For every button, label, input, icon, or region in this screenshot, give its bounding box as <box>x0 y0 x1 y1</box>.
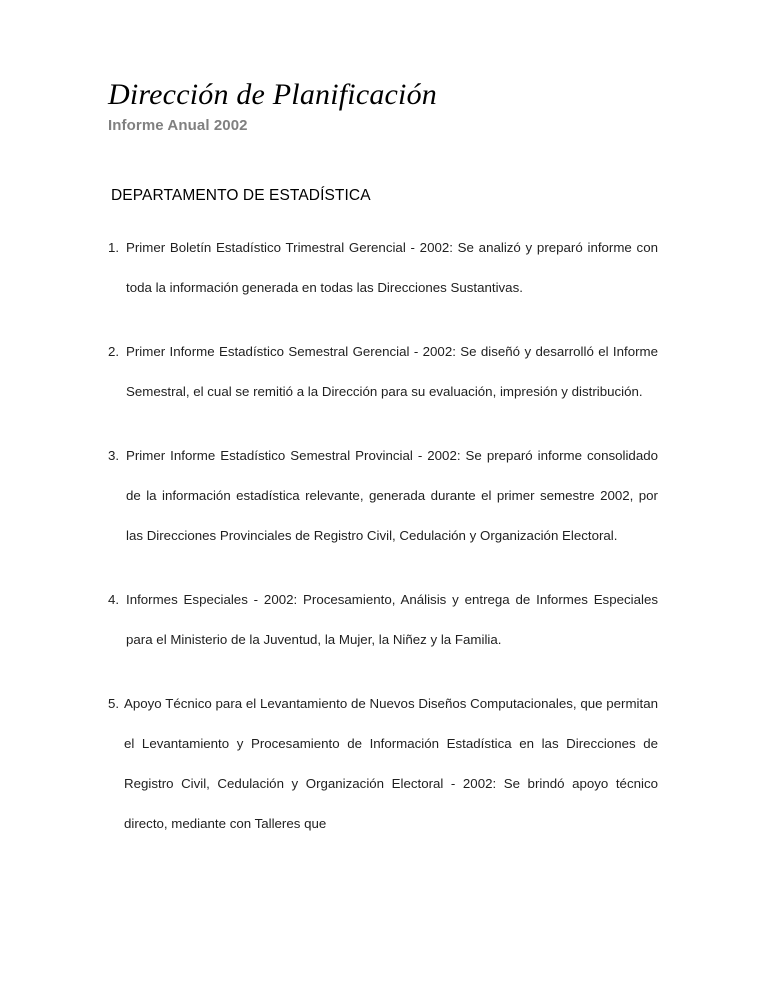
list-item-text: Apoyo Técnico para el Levantamiento de Nuevos Diseños Computacionales, que permitan el Levantamiento y Procesamiento de Información Estadística en las Direcciones de Registro Civil, Cedulación y Organización Electoral - 2002: Se brindó apoyo técnico directo, mediante con Talleres que <box>124 696 658 831</box>
list-item <box>108 684 658 844</box>
list-item <box>108 580 658 660</box>
list-item <box>108 436 658 556</box>
list-item-number: 1. <box>108 240 120 255</box>
list-item-number: 5. <box>108 696 120 711</box>
list-item-number: 2. <box>108 344 120 359</box>
list-item <box>108 332 658 412</box>
numbered-list <box>108 228 658 844</box>
document-header <box>108 78 668 136</box>
list-item-number: 3. <box>108 448 120 463</box>
page-subtitle: Informe Anual 2002 <box>108 117 248 134</box>
list-item-text: Informes Especiales - 2002: Procesamiento, Análisis y entrega de Informes Especiales para el Ministerio de la Juventud, la Mujer, la Niñez y la Familia. <box>126 592 658 647</box>
list-item-text: Primer Informe Estadístico Semestral Provincial - 2002: Se preparó informe consolidado de la información estadística relevante, generada durante el primer semestre 2002, por las Direcciones Provinciales de Registro Civil, Cedulación y Organización Electoral. <box>126 448 658 543</box>
list-item <box>108 228 658 308</box>
section-heading: DEPARTAMENTO DE ESTADÍSTICA <box>111 187 371 204</box>
list-item-text: Primer Informe Estadístico Semestral Gerencial - 2002: Se diseñó y desarrolló el Informe Semestral, el cual se remitió a la Dirección para su evaluación, impresión y distribución. <box>126 344 658 399</box>
page-title: Dirección de Planificación <box>108 78 437 111</box>
list-item-text: Primer Boletín Estadístico Trimestral Gerencial - 2002: Se analizó y preparó informe con toda la información generada en todas las Direcciones Sustantivas. <box>126 240 658 295</box>
list-item-number: 4. <box>108 592 120 607</box>
